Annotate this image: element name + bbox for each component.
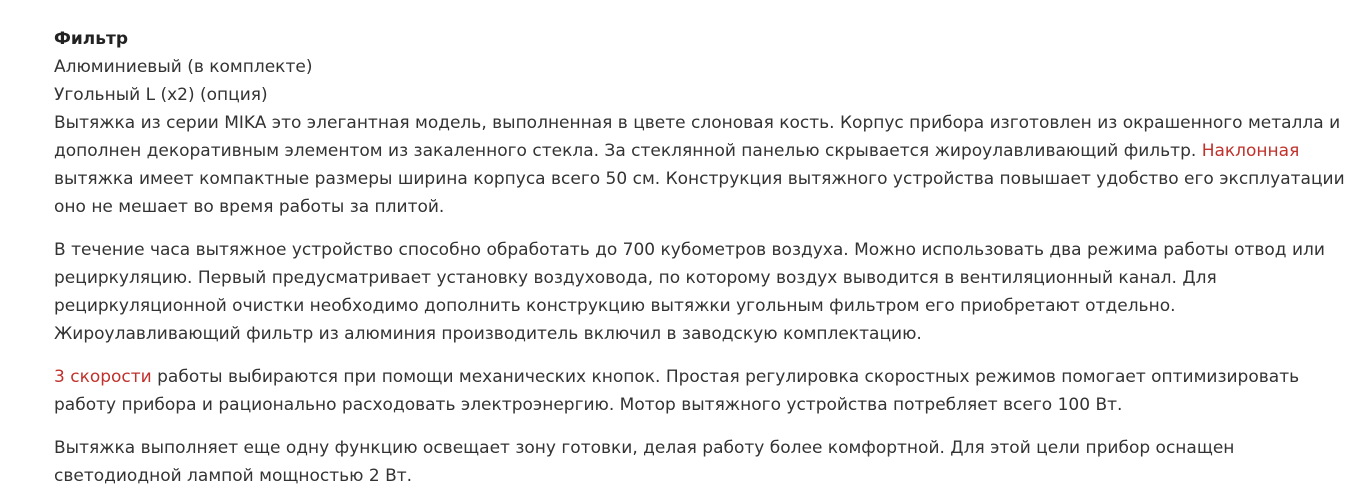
paragraph-1-text-end: вытяжка имеет компактные размеры ширина корпуса всего 50 см. Конструкция вытяжного устройства повышает удобство его эксплуатации оно не мешает во время работы за плитой. xyxy=(54,169,1345,217)
paragraph-3-text: работы выбираются при помощи механических кнопок. Простая регулировка скоростных режимов помогает оптимизировать работу прибора и рационально расходовать электроэнергию. Мотор вытяжного устройства потребляет всего 100 Вт. xyxy=(54,367,1300,415)
paragraph-4-text: Вытяжка выполняет еще одну функцию освещает зону готовки, делая работу более комфортной. Для этой цели прибор оснащен светодиодной лампой мощностью 2 Вт. xyxy=(54,438,1235,486)
paragraph-2-text: В течение часа вытяжное устройство способно обработать до 700 кубометров воздуха. Можно использовать два режима работы отвод или рециркуляцию. Первый предусматривает установку воздуховода, по которому воздух выводится в вентиляционный канал. Для рециркуляционной очистки необходимо дополнить конструкцию вытяжки угольным фильтром его приобретают отдельно. Жироулавливающий фильтр из алюминия производитель включил в заводскую комплектацию. xyxy=(54,240,1325,344)
description-paragraph-4 xyxy=(54,434,1364,490)
description-paragraph-2 xyxy=(54,236,1364,348)
filter-aluminum: Алюминиевый (в комплекте) xyxy=(54,57,313,77)
description-paragraph-1 xyxy=(54,109,1364,221)
inclined-hood-link[interactable]: Наклонная xyxy=(1201,141,1300,161)
description-paragraph-3 xyxy=(54,363,1364,419)
filter-spec-block xyxy=(54,25,1364,109)
speeds-link[interactable]: 3 скорости xyxy=(54,367,152,387)
paragraph-1-text-start: Вытяжка из серии MIKA это элегантная модель, выполненная в цвете слоновая кость. Корпус прибора изготовлен из окрашенного металла и дополнен декоративным элементом из закаленного стекла. За стеклянной панелью скрывается жироулавливающий фильтр. xyxy=(54,113,1341,161)
filter-heading: Фильтр xyxy=(54,29,128,49)
filter-carbon: Угольный L (x2) (опция) xyxy=(54,85,268,105)
product-description xyxy=(54,25,1364,490)
